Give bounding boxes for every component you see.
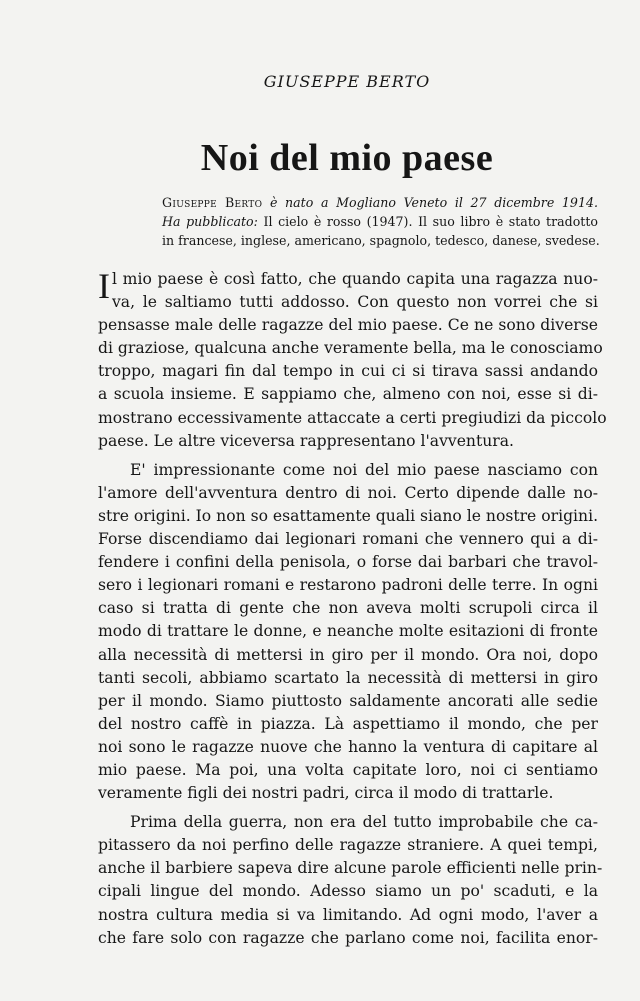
text-line: mio paese. Ma poi, una volta capitate loro, noi ci sentiamo [98, 760, 598, 779]
text-line: modo di trattare le donne, e neanche molte esitazioni di fronte [98, 622, 598, 641]
text-line: va, le saltiamo tutti addosso. Con questo non vorrei che si [112, 293, 598, 312]
text-line: pitassero da noi perfino delle ragazze straniere. A quei tempi, [98, 836, 598, 855]
author-bio [162, 193, 598, 250]
text-line: cipali lingue del mondo. Adesso siamo un po' scaduti, e la [98, 882, 598, 901]
text-line: del nostro caffè in piazza. Là aspettiamo il mondo, che per [98, 714, 598, 733]
text-line: l'amore dell'avventura dentro di noi. Certo dipende dalle no- [98, 483, 598, 502]
text-line: sero i legionari romani e restarono padroni delle terre. In ogni [98, 576, 598, 595]
paragraph-1 [98, 266, 607, 453]
text-line: noi sono le ragazze nuove che hanno la ventura di capitare al [98, 737, 598, 756]
text-line: fendere i confini della penisola, o forse dai barbari che travol- [98, 553, 598, 572]
text-line: mostrano eccessivamente attaccate a certi pregiudizi da piccolo [98, 408, 607, 427]
bio-line [162, 212, 598, 231]
text-line: caso si tratta di gente che non aveva molti scrupoli circa il [98, 599, 598, 618]
bio-published-label: Ha pubblicato: [162, 214, 258, 229]
text-line: pensasse male delle ragazze del mio paese. Ce ne sono diverse [98, 316, 598, 335]
text-line: veramente figli dei nostri padri, circa il modo di trattarle. [98, 784, 554, 803]
text-line: stre origini. Io non so esattamente quali siano le nostre origini. [98, 506, 599, 525]
article-body [98, 266, 607, 950]
bio-line [162, 193, 598, 212]
text-line: E' impressionante come noi del mio paese nasciamo con [130, 460, 598, 479]
text-line: di graziose, qualcuna anche veramente bella, ma le conosciamo [98, 339, 603, 358]
author-heading: GIUSEPPE BERTO [263, 72, 431, 91]
bio-author-name: Giuseppe Berto [162, 195, 263, 210]
bio-birth-info: è nato a Mogliano Veneto il 27 dicembre 1914. [269, 195, 598, 210]
paragraph-2 [98, 459, 598, 805]
drop-cap: I [98, 266, 110, 306]
text-line: alla necessità di mettersi in giro per il mondo. Ora noi, dopo [98, 645, 598, 664]
text-line: che fare solo con ragazze che parlano come noi, facilita enor- [98, 928, 598, 947]
text-line: troppo, magari fin dal tempo in cui ci si tirava sassi andando [98, 362, 598, 381]
text-line: Prima della guerra, non era del tutto improbabile che ca- [130, 813, 598, 832]
text-line: a scuola insieme. E sappiamo che, almeno con noi, esse si di- [98, 385, 598, 404]
text-line: paese. Le altre viceversa rappresentano l'avventura. [98, 431, 514, 450]
text-line: tanti secoli, abbiamo scartato la necessità di mettersi in giro [98, 668, 598, 687]
text-line: per il mondo. Siamo piuttosto saldamente ancorati alle sedie [98, 691, 598, 710]
article-title: Noi del mio paese [200, 137, 494, 179]
paragraph-3 [98, 811, 603, 950]
text-span: l mio paese è così fatto, che quando capita una ragazza nuo- [112, 270, 598, 288]
text-line: Forse discendiamo dai legionari romani che vennero qui a di- [98, 530, 598, 549]
bio-line: in francese, inglese, americano, spagnolo, tedesco, danese, svedese. [162, 233, 600, 248]
text-line: nostra cultura media si va limitando. Ad ogni modo, l'aver a [98, 905, 598, 924]
bio-published-info: Il cielo è rosso (1947). Il suo libro è stato tradotto [263, 214, 598, 229]
text-line: anche il barbiere sapeva dire alcune parole efficienti nelle prin- [98, 859, 603, 878]
